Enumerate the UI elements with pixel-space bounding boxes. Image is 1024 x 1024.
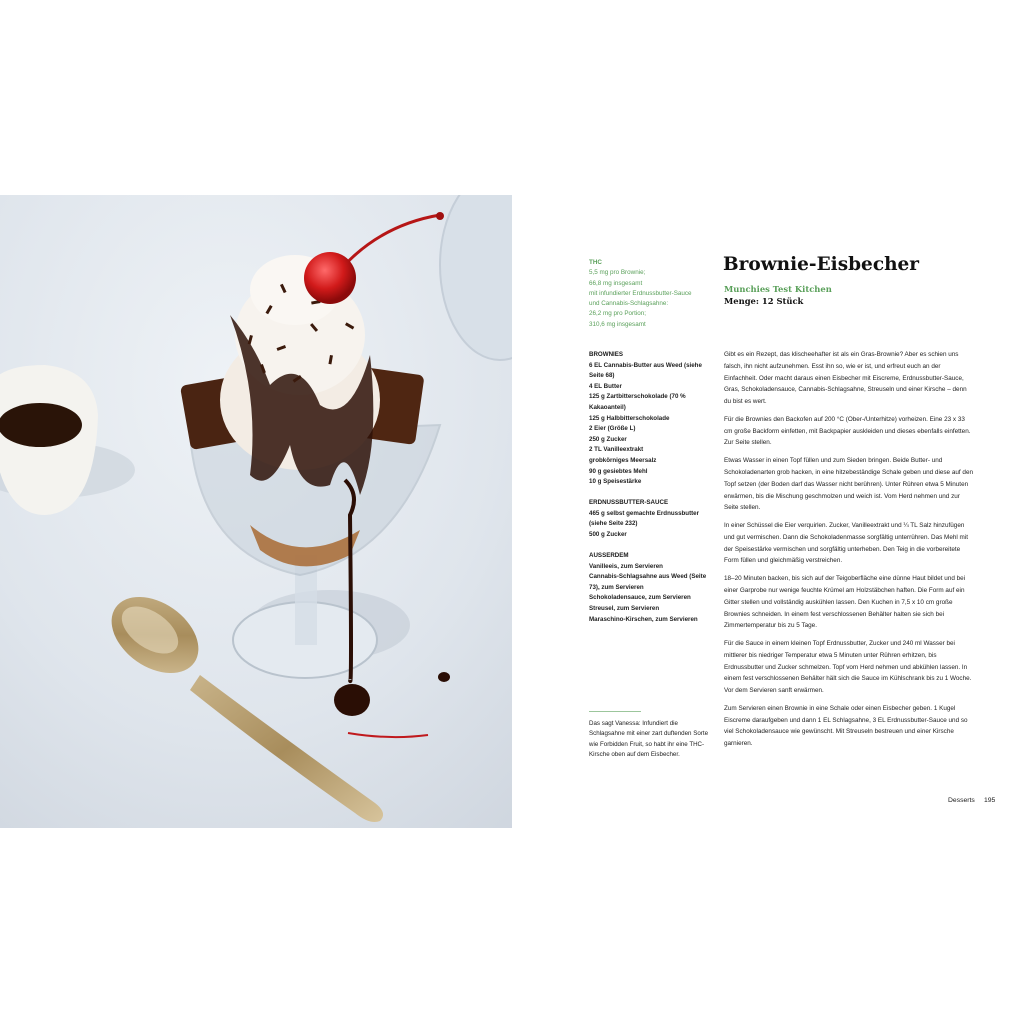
ingredient-item: 4 EL Butter [589, 382, 622, 390]
thc-info [589, 258, 709, 330]
instruction-paragraph: Für die Sauce in einem kleinen Topf Erdnussbutter, Zucker und 240 ml Wasser bei mittlerer bis niedriger Temperatur etwa 5 Minuten unter Rühren erhitzen, bis Erdnussbutter und Zucker schmelzen. Topf vom Herd nehmen und abkühlen lassen. In einem fest verschlossenen Behälter hält sich die Sauce im Kühlschrank bis zu 1 Woche. Vor dem Servieren sanft erwärmen. [724, 639, 972, 695]
page-number: 195 [984, 797, 996, 804]
ingredient-item: Schokoladensauce, zum Servieren [589, 594, 691, 602]
ingredient-section-sauce [589, 498, 714, 540]
recipe-instructions [724, 349, 974, 756]
instruction-paragraph: Gibt es ein Rezept, das klischeehafter ist als ein Gras-Brownie? Aber es schien uns falsch, ihn nicht aufzunehmen. Esst ihn so, wie er ist, und erfreut euch an der Einfachheit. Oder macht daraus einen Eisbecher mit Eiscreme, Erdnussbutter-Sauce, Gras, Schokoladensauce, Cannabis-Schlagsahne, Streuseln und einer Kirsche – denn du bist es wert. [724, 351, 967, 406]
ingredient-item: Vanilleeis, zum Servieren [589, 562, 663, 570]
ingredient-item: 465 g selbst gemachte Erdnussbutter (siehe Seite 232) [589, 509, 700, 528]
instruction-paragraph: Für die Brownies den Backofen auf 200 °C (Ober-/Unterhitze) vorheizen. Eine 23 x 33 cm große Backform einfetten, mit Backpapier auskleiden und dieses ebenfalls einfetten. Zur Seite stellen. [724, 415, 971, 447]
thc-line: 26,2 mg pro Portion; [589, 310, 647, 318]
instruction-paragraph: Etwas Wasser in einen Topf füllen und zum Sieden bringen. Beide Butter- und Schokoladenarten grob hacken, in eine hitzebeständige Schale geben und diese auf den Topf setzen (der Boden darf das Wasser nicht berühren). Unter Rühren etwa 5 Minuten erwärmen, bis die Mischung geschmolzen und weich ist. Vom Herd nehmen und zur Seite stellen. [724, 457, 974, 512]
thc-heading: THC [589, 259, 602, 266]
thc-line: und Cannabis-Schlagsahne: [589, 300, 669, 308]
note-divider [589, 711, 641, 712]
vanessa-note: Das sagt Vanessa: Infundiert die Schlagsahne mit einer zart duftenden Sorte wie Forbidden Fruit, so habt ihr eine THC-Kirsche oben auf dem Eisbecher. [589, 720, 709, 759]
ingredient-item: 6 EL Cannabis-Butter aus Weed (siehe Seite 68) [589, 361, 702, 380]
ingredient-item: 500 g Zucker [589, 531, 627, 538]
thc-line: 66,8 mg insgesamt [589, 279, 643, 287]
ingredient-section-title: ERDNUSSBUTTER-SAUCE [589, 499, 669, 507]
instruction-paragraph: Zum Servieren einen Brownie in eine Schale oder einen Eisbecher geben. 1 Kugel Eiscreme daraufgeben und dann 1 EL Schlagsahne, 3 EL Erdnussbutter-Sauce und so viel Schokoladensauce wie gewünscht. Mit Streuseln bestreuen und einer Kirsche garnieren. [724, 704, 968, 748]
ingredient-item: 125 g Zartbitterschokolade (70 % Kakaoanteil) [589, 393, 686, 411]
ingredient-item: 90 g gesiebtes Mehl [589, 467, 648, 475]
ingredient-item: 2 Eier (Größe L) [589, 425, 636, 433]
thc-line: 310,6 mg insgesamt [589, 320, 646, 328]
ingredient-section-brownies [589, 350, 714, 488]
instruction-paragraph: In einer Schüssel die Eier verquirlen. Zucker, Vanilleextrakt und ¼ TL Salz hinzufügen und gut vermischen. Dann die Schokoladenmasse sorgfältig unterrühren. Das Mehl mit der Speisestärke vermischen und sorgfältig unterheben. Den Teig in die vorbereitete Form füllen und gleichmäßig verstreichen. [724, 522, 969, 565]
ingredients-list [589, 350, 714, 636]
ingredient-item: 125 g Halbbitterschokolade [589, 414, 670, 422]
ingredient-section-title: BROWNIES [589, 351, 624, 358]
footer-section: Desserts [948, 797, 975, 804]
ingredient-section-title: AUSSERDEM [589, 552, 629, 560]
chocolate-drop [438, 672, 450, 682]
recipe-title: Brownie-Eisbecher [723, 254, 920, 275]
ingredient-item: Streusel, zum Servieren [589, 605, 660, 613]
ingredient-item: 2 TL Vanilleextrakt [589, 446, 644, 454]
thc-line: mit infundierter Erdnussbutter-Sauce [589, 289, 692, 297]
ingredient-item: grobkörniges Meersalz [589, 456, 657, 464]
ingredient-item: Cannabis-Schlagsahne aus Weed (Seite 73), zum Servieren [589, 573, 707, 591]
ingredient-section-extras [589, 551, 714, 625]
recipe-author: Munchies Test Kitchen [724, 284, 832, 294]
instruction-paragraph: 18–20 Minuten backen, bis sich auf der Teigoberfläche eine dünne Haut bildet und bei einer Garprobe nur wenige feuchte Krümel am Holzstäbchen haften. Die Form auf ein Gitter stellen und vollständig auskühlen lassen. Den Kuchen in 7,5 x 10 cm große Brownies schneiden. In einem fest verschlossenen Behälter halten sie sich bei Zimmertemperatur bis zu 5 Tage. [724, 575, 966, 630]
ingredient-item: 10 g Speisestärke [589, 478, 642, 486]
ingredient-item: Maraschino-Kirschen, zum Servieren [589, 615, 698, 623]
ingredient-item: 250 g Zucker [589, 435, 627, 443]
sundae-photo [0, 195, 512, 828]
thc-line: 5,5 mg pro Brownie; [589, 269, 646, 277]
recipe-yield: Menge: 12 Stück [724, 296, 804, 306]
